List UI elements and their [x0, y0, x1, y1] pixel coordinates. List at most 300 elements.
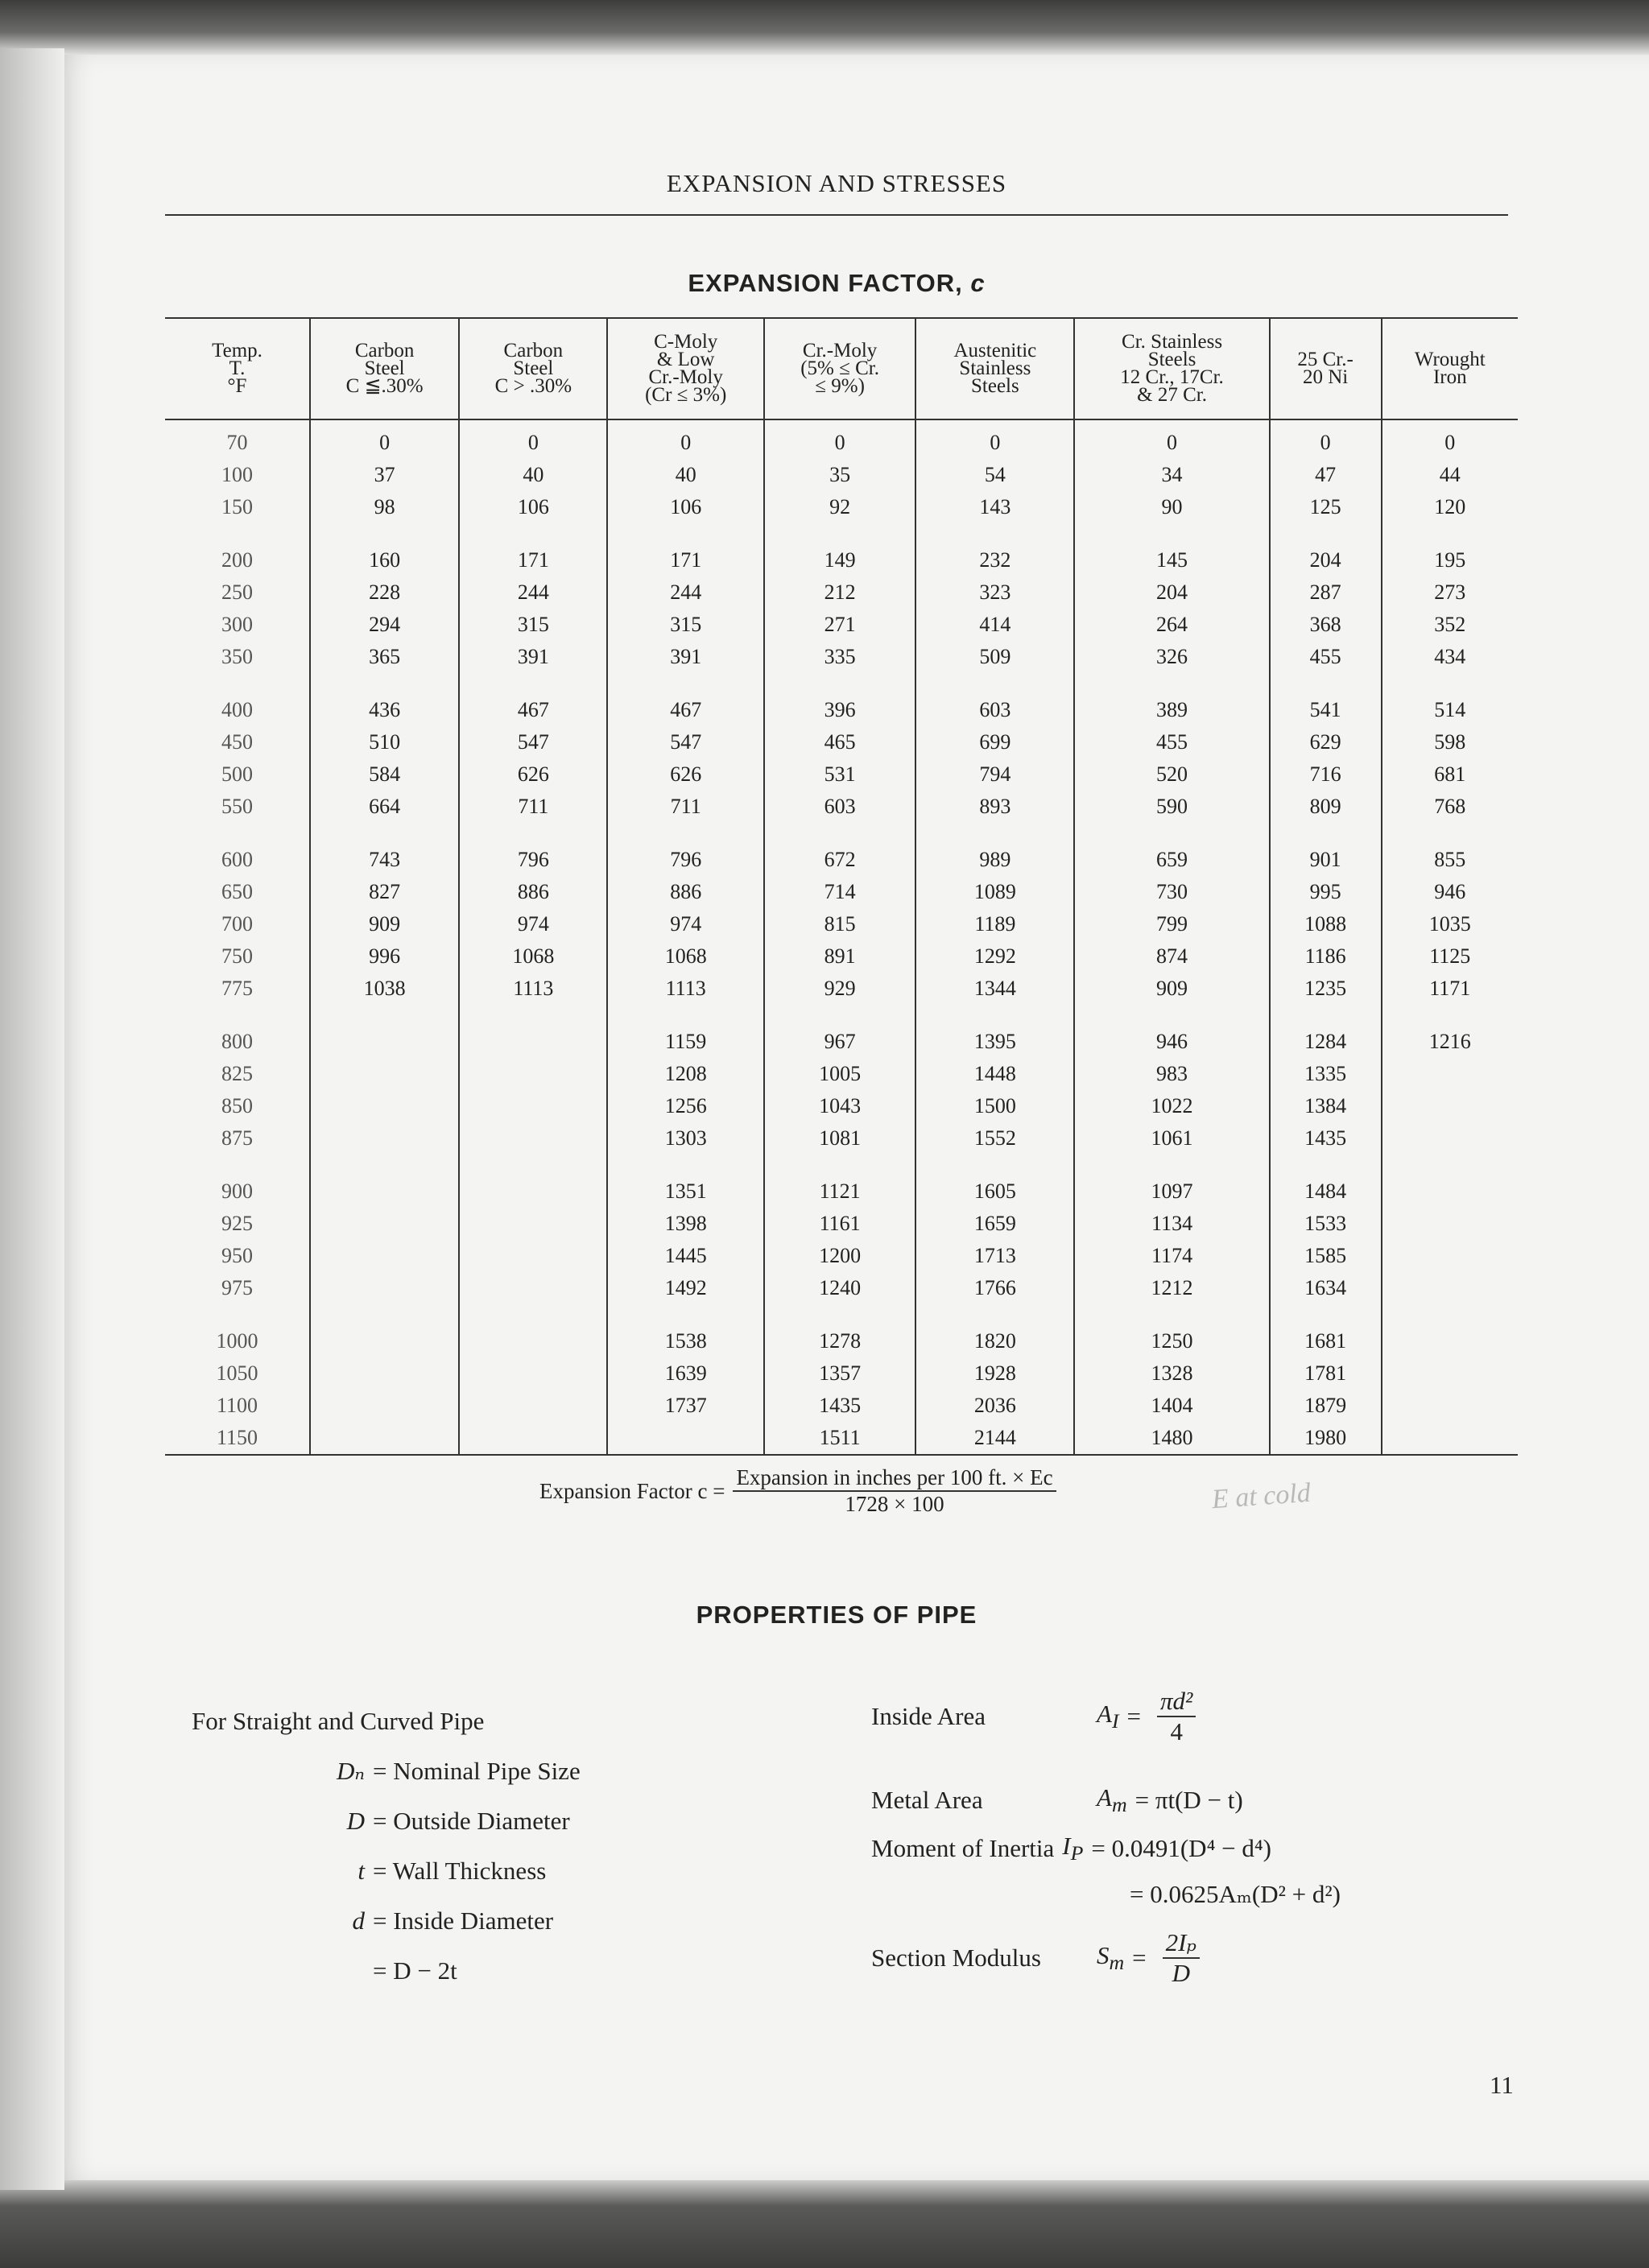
value-cell: 1189: [915, 908, 1074, 940]
temperature-cell: 700: [221, 912, 253, 936]
inside-area-fraction: $\frac{\text{πd²}}{4}$: [1157, 1687, 1196, 1746]
value-cell: 664: [310, 791, 459, 823]
value-cell: 0: [1270, 419, 1382, 459]
column-header: [607, 318, 763, 419]
value-cell: [310, 1155, 459, 1208]
value-cell: 1357: [764, 1357, 915, 1390]
temperature-cell: 300: [221, 613, 253, 636]
value-cell: 1605: [915, 1155, 1074, 1208]
metal-area-label: Metal Area: [871, 1786, 983, 1815]
value-cell: 1713: [915, 1240, 1074, 1272]
value-cell: 0: [1382, 419, 1518, 459]
value-cell: 946: [1074, 1005, 1269, 1058]
value-cell: 794: [915, 758, 1074, 791]
value-cell: 827: [310, 876, 459, 908]
column-header-line: C ≦.30%: [345, 375, 424, 397]
value-cell: 1161: [764, 1208, 915, 1240]
value-cell: [1382, 1357, 1518, 1390]
value-cell: 171: [607, 523, 763, 576]
table-title-text: EXPANSION FACTOR,: [688, 269, 963, 297]
temperature-cell: 975: [221, 1276, 253, 1299]
value-cell: 1005: [764, 1058, 915, 1090]
value-cell: 547: [607, 726, 763, 758]
value-cell: [459, 1240, 607, 1272]
value-cell: 1538: [607, 1304, 763, 1357]
value-cell: 455: [1074, 726, 1269, 758]
formula-lhs: Expansion Factor c =: [539, 1478, 725, 1503]
value-cell: 699: [915, 726, 1074, 758]
temperature-cell: 250: [221, 580, 253, 604]
value-cell: 1484: [1270, 1155, 1382, 1208]
temperature-cell: 825: [221, 1062, 253, 1085]
value-cell: [459, 1005, 607, 1058]
value-cell: 271: [764, 609, 915, 641]
column-header-line: C-Moly: [654, 331, 718, 353]
value-cell: 901: [1270, 823, 1382, 876]
column-header: [764, 318, 915, 419]
value-cell: [1382, 1422, 1518, 1455]
value-cell: 244: [459, 576, 607, 609]
definition-row: [192, 1907, 553, 1935]
column-header-line: °F: [227, 375, 247, 397]
value-cell: [1382, 1304, 1518, 1357]
value-cell: [1382, 1090, 1518, 1122]
table-row: [165, 459, 1518, 491]
value-cell: 1035: [1382, 908, 1518, 940]
value-cell: 799: [1074, 908, 1269, 940]
value-cell: 1125: [1382, 940, 1518, 973]
expansion-factor-formula: [539, 1465, 1056, 1517]
moment-symbol: $I_P$: [1062, 1832, 1084, 1865]
temperature-cell: 400: [221, 698, 253, 721]
value-cell: [310, 1005, 459, 1058]
table-row: [165, 758, 1518, 791]
value-cell: 1061: [1074, 1122, 1269, 1155]
table-row: [165, 491, 1518, 523]
temperature-cell: 550: [221, 795, 253, 818]
value-cell: [310, 1422, 459, 1455]
section-modulus-label: Section Modulus: [871, 1944, 1041, 1972]
properties-title: PROPERTIES OF PIPE: [696, 1601, 977, 1629]
value-cell: 547: [459, 726, 607, 758]
value-cell: 244: [607, 576, 763, 609]
value-cell: [1382, 1155, 1518, 1208]
value-cell: 584: [310, 758, 459, 791]
value-cell: 212: [764, 576, 915, 609]
table-row: [165, 973, 1518, 1005]
value-cell: 465: [764, 726, 915, 758]
metal-area-row: [871, 1783, 1243, 1817]
value-cell: [310, 1058, 459, 1090]
table-row: [165, 1390, 1518, 1422]
value-cell: 989: [915, 823, 1074, 876]
table-row: [165, 791, 1518, 823]
value-cell: 391: [459, 641, 607, 673]
inside-area-row: Inside Area $A_I$ = $\frac{\text{πd²}}{4}$: [871, 1687, 1196, 1746]
value-cell: [459, 1422, 607, 1455]
value-cell: 92: [764, 491, 915, 523]
value-cell: 809: [1270, 791, 1382, 823]
value-cell: 874: [1074, 940, 1269, 973]
value-cell: 629: [1270, 726, 1382, 758]
column-header-line: Wrought: [1414, 349, 1486, 370]
value-cell: 1208: [607, 1058, 763, 1090]
value-cell: 768: [1382, 791, 1518, 823]
value-cell: 47: [1270, 459, 1382, 491]
page-number: 11: [1490, 2071, 1514, 2099]
value-cell: 1097: [1074, 1155, 1269, 1208]
value-cell: 1068: [607, 940, 763, 973]
temperature-cell: 450: [221, 730, 253, 754]
value-cell: 1351: [607, 1155, 763, 1208]
value-cell: 35: [764, 459, 915, 491]
value-cell: [1382, 1058, 1518, 1090]
value-cell: 886: [459, 876, 607, 908]
value-cell: 598: [1382, 726, 1518, 758]
moment-formula: = 0.0491(D⁴ − d⁴): [1091, 1834, 1271, 1863]
value-cell: 1089: [915, 876, 1074, 908]
value-cell: 160: [310, 523, 459, 576]
section-modulus-symbol: $S_m$: [1097, 1940, 1125, 1975]
value-cell: 149: [764, 523, 915, 576]
value-cell: 711: [607, 791, 763, 823]
temperature-cell: 650: [221, 880, 253, 903]
value-cell: 1256: [607, 1090, 763, 1122]
value-cell: 1435: [764, 1390, 915, 1422]
value-cell: 909: [1074, 973, 1269, 1005]
table-title: [165, 269, 1508, 298]
value-cell: 1303: [607, 1122, 763, 1155]
column-header-line: Temp.: [212, 340, 262, 361]
definition-symbol: d: [352, 1907, 365, 1935]
book-spine-shadow: [0, 48, 64, 2190]
value-cell: 893: [915, 791, 1074, 823]
value-cell: 1435: [1270, 1122, 1382, 1155]
definition-text: = Outside Diameter: [373, 1807, 570, 1835]
value-cell: 389: [1074, 673, 1269, 726]
value-cell: 434: [1382, 641, 1518, 673]
value-cell: 106: [607, 491, 763, 523]
value-cell: 590: [1074, 791, 1269, 823]
value-cell: 509: [915, 641, 1074, 673]
moment-row: [871, 1832, 1271, 1865]
value-cell: 1492: [607, 1272, 763, 1304]
value-cell: 264: [1074, 609, 1269, 641]
temperature-cell: 800: [221, 1030, 253, 1053]
value-cell: 626: [607, 758, 763, 791]
value-cell: [459, 1155, 607, 1208]
value-cell: 1634: [1270, 1272, 1382, 1304]
table-row: [165, 1005, 1518, 1058]
value-cell: [459, 1272, 607, 1304]
inside-area-label: Inside Area: [871, 1702, 986, 1730]
value-cell: 1043: [764, 1090, 915, 1122]
table-row: [165, 1058, 1518, 1090]
column-header: [1074, 318, 1269, 419]
value-cell: 467: [607, 673, 763, 726]
value-cell: 125: [1270, 491, 1382, 523]
value-cell: 626: [459, 758, 607, 791]
column-header-line: (5% ≤ Cr.: [800, 357, 879, 379]
value-cell: 204: [1270, 523, 1382, 576]
value-cell: 1186: [1270, 940, 1382, 973]
value-cell: 1533: [1270, 1208, 1382, 1240]
value-cell: 54: [915, 459, 1074, 491]
table-row: [165, 673, 1518, 726]
value-cell: 946: [1382, 876, 1518, 908]
value-cell: 391: [607, 641, 763, 673]
value-cell: 1335: [1270, 1058, 1382, 1090]
pencil-annotation: E at cold: [1210, 1477, 1312, 1515]
definition-symbol: t: [357, 1857, 365, 1885]
expansion-factor-table: [165, 317, 1518, 1456]
value-cell: 1737: [607, 1390, 763, 1422]
column-header-line: Steel: [513, 357, 554, 379]
value-cell: [1382, 1208, 1518, 1240]
value-cell: 541: [1270, 673, 1382, 726]
value-cell: [310, 1122, 459, 1155]
definition-row: [192, 1857, 546, 1886]
value-cell: 974: [607, 908, 763, 940]
value-cell: 0: [764, 419, 915, 459]
table-row: [165, 523, 1518, 576]
value-cell: 287: [1270, 576, 1382, 609]
value-cell: 0: [607, 419, 763, 459]
value-cell: [459, 1090, 607, 1122]
value-cell: 368: [1270, 609, 1382, 641]
value-cell: 1113: [459, 973, 607, 1005]
table-row: [165, 1208, 1518, 1240]
value-cell: 1681: [1270, 1304, 1382, 1357]
value-cell: 294: [310, 609, 459, 641]
value-cell: 1212: [1074, 1272, 1269, 1304]
temperature-cell: 925: [221, 1212, 253, 1235]
formula-fraction: [733, 1465, 1056, 1517]
value-cell: 1216: [1382, 1005, 1518, 1058]
value-cell: 743: [310, 823, 459, 876]
column-header-line: Carbon: [503, 340, 564, 361]
value-cell: 1820: [915, 1304, 1074, 1357]
table-row: [165, 1090, 1518, 1122]
value-cell: [459, 1122, 607, 1155]
value-cell: 1448: [915, 1058, 1074, 1090]
temperature-cell: 1000: [216, 1329, 258, 1353]
value-cell: 1398: [607, 1208, 763, 1240]
column-header-line: (Cr ≤ 3%): [645, 384, 727, 406]
formula-numerator: Expansion in inches per 100 ft. × Ec: [733, 1465, 1056, 1492]
table-row: [165, 726, 1518, 758]
column-header: [165, 318, 310, 419]
value-cell: 273: [1382, 576, 1518, 609]
table-row: [165, 940, 1518, 973]
table-row: [165, 1155, 1518, 1208]
value-cell: 891: [764, 940, 915, 973]
temperature-cell: 1050: [216, 1361, 258, 1385]
value-cell: 510: [310, 726, 459, 758]
value-cell: 120: [1382, 491, 1518, 523]
value-cell: 171: [459, 523, 607, 576]
value-cell: 1980: [1270, 1422, 1382, 1455]
value-cell: 855: [1382, 823, 1518, 876]
value-cell: 1781: [1270, 1357, 1382, 1390]
value-cell: 37: [310, 459, 459, 491]
temperature-cell: 350: [221, 645, 253, 668]
table-row: [165, 1240, 1518, 1272]
value-cell: 514: [1382, 673, 1518, 726]
value-cell: 796: [607, 823, 763, 876]
value-cell: 711: [459, 791, 607, 823]
value-cell: 672: [764, 823, 915, 876]
definition-text: = Wall Thickness: [373, 1857, 547, 1885]
value-cell: 143: [915, 491, 1074, 523]
value-cell: 323: [915, 576, 1074, 609]
formula-denominator: 1728 × 100: [845, 1492, 944, 1516]
column-header: [310, 318, 459, 419]
value-cell: 1171: [1382, 973, 1518, 1005]
table-header-row: [165, 318, 1518, 419]
value-cell: 1113: [607, 973, 763, 1005]
value-cell: 2144: [915, 1422, 1074, 1455]
value-cell: 995: [1270, 876, 1382, 908]
temperature-cell: 200: [221, 548, 253, 572]
value-cell: 365: [310, 641, 459, 673]
column-header: [915, 318, 1074, 419]
section-modulus-fraction: $\frac{\text{2Iₚ}}{D}$: [1163, 1928, 1200, 1988]
definition-text: = Inside Diameter: [373, 1907, 554, 1935]
table-row: [165, 641, 1518, 673]
value-cell: [459, 1058, 607, 1090]
value-cell: [310, 1390, 459, 1422]
temperature-cell: 950: [221, 1244, 253, 1267]
value-cell: 1292: [915, 940, 1074, 973]
value-cell: 1200: [764, 1240, 915, 1272]
value-cell: 1552: [915, 1122, 1074, 1155]
value-cell: 0: [1074, 419, 1269, 459]
value-cell: 996: [310, 940, 459, 973]
value-cell: 1038: [310, 973, 459, 1005]
value-cell: 603: [915, 673, 1074, 726]
value-cell: 983: [1074, 1058, 1269, 1090]
value-cell: 520: [1074, 758, 1269, 791]
value-cell: 1659: [915, 1208, 1074, 1240]
value-cell: 714: [764, 876, 915, 908]
value-cell: 1250: [1074, 1304, 1269, 1357]
value-cell: 0: [459, 419, 607, 459]
value-cell: 436: [310, 673, 459, 726]
table-row: [165, 823, 1518, 876]
value-cell: 352: [1382, 609, 1518, 641]
metal-area-symbol: $A_m$: [1097, 1783, 1127, 1817]
value-cell: 1500: [915, 1090, 1074, 1122]
table-row: [165, 1122, 1518, 1155]
column-header-line: Steel: [364, 357, 405, 379]
value-cell: 2036: [915, 1390, 1074, 1422]
value-cell: [310, 1357, 459, 1390]
table-row: [165, 1272, 1518, 1304]
value-cell: 40: [459, 459, 607, 491]
value-cell: 335: [764, 641, 915, 673]
table-body: [165, 419, 1518, 1455]
definition-row: [192, 1956, 457, 1985]
temperature-cell: 600: [221, 848, 253, 871]
value-cell: 681: [1382, 758, 1518, 791]
value-cell: [607, 1422, 763, 1455]
value-cell: [310, 1272, 459, 1304]
column-header-line: Steels: [1147, 349, 1196, 370]
column-header: [1270, 318, 1382, 419]
value-cell: 659: [1074, 823, 1269, 876]
header-rule: [165, 214, 1508, 216]
value-cell: [459, 1304, 607, 1357]
temperature-cell: 1150: [165, 1422, 310, 1455]
value-cell: 730: [1074, 876, 1269, 908]
definitions-intro: For Straight and Curved Pipe: [192, 1707, 485, 1735]
column-header-line: 20 Ni: [1302, 366, 1349, 388]
definition-text: = Nominal Pipe Size: [373, 1757, 581, 1785]
value-cell: 531: [764, 758, 915, 791]
value-cell: 1585: [1270, 1240, 1382, 1272]
value-cell: [310, 1090, 459, 1122]
value-cell: 1511: [764, 1422, 915, 1455]
column-header-line: Cr.-Moly: [802, 340, 878, 361]
moment-label: Moment of Inertia: [871, 1834, 1055, 1863]
value-cell: 1174: [1074, 1240, 1269, 1272]
table-row: [165, 576, 1518, 609]
value-cell: 1134: [1074, 1208, 1269, 1240]
value-cell: 396: [764, 673, 915, 726]
temperature-cell: 150: [221, 495, 253, 518]
value-cell: 315: [607, 609, 763, 641]
column-header-line: T.: [229, 357, 246, 379]
value-cell: 90: [1074, 491, 1269, 523]
temperature-cell: 875: [221, 1126, 253, 1150]
value-cell: 204: [1074, 576, 1269, 609]
temperature-cell: 900: [221, 1179, 253, 1203]
column-header-line: Cr. Stainless: [1122, 331, 1223, 353]
value-cell: 40: [607, 459, 763, 491]
value-cell: [1382, 1240, 1518, 1272]
value-cell: 1766: [915, 1272, 1074, 1304]
value-cell: 1088: [1270, 908, 1382, 940]
section-modulus-row: Section Modulus $S_m$ = $\frac{\text{2Iₚ}}{D}$: [871, 1928, 1200, 1988]
value-cell: 414: [915, 609, 1074, 641]
table-row: [165, 609, 1518, 641]
value-cell: 886: [607, 876, 763, 908]
definition-row: [192, 1807, 570, 1836]
value-cell: 1328: [1074, 1357, 1269, 1390]
value-cell: 106: [459, 491, 607, 523]
value-cell: 603: [764, 791, 915, 823]
value-cell: 1068: [459, 940, 607, 973]
table-row: [165, 419, 1518, 459]
value-cell: 1395: [915, 1005, 1074, 1058]
definition-symbol: D: [346, 1807, 365, 1835]
value-cell: 0: [310, 419, 459, 459]
value-cell: 44: [1382, 459, 1518, 491]
table-row: [165, 1357, 1518, 1390]
value-cell: 929: [764, 973, 915, 1005]
value-cell: [1382, 1272, 1518, 1304]
value-cell: [1382, 1390, 1518, 1422]
value-cell: 1384: [1270, 1090, 1382, 1122]
table-row: [165, 1422, 1518, 1455]
value-cell: 1121: [764, 1155, 915, 1208]
value-cell: [310, 1304, 459, 1357]
inside-area-symbol: $A_I$: [1097, 1699, 1119, 1733]
value-cell: 467: [459, 673, 607, 726]
value-cell: [310, 1240, 459, 1272]
value-cell: 1344: [915, 973, 1074, 1005]
